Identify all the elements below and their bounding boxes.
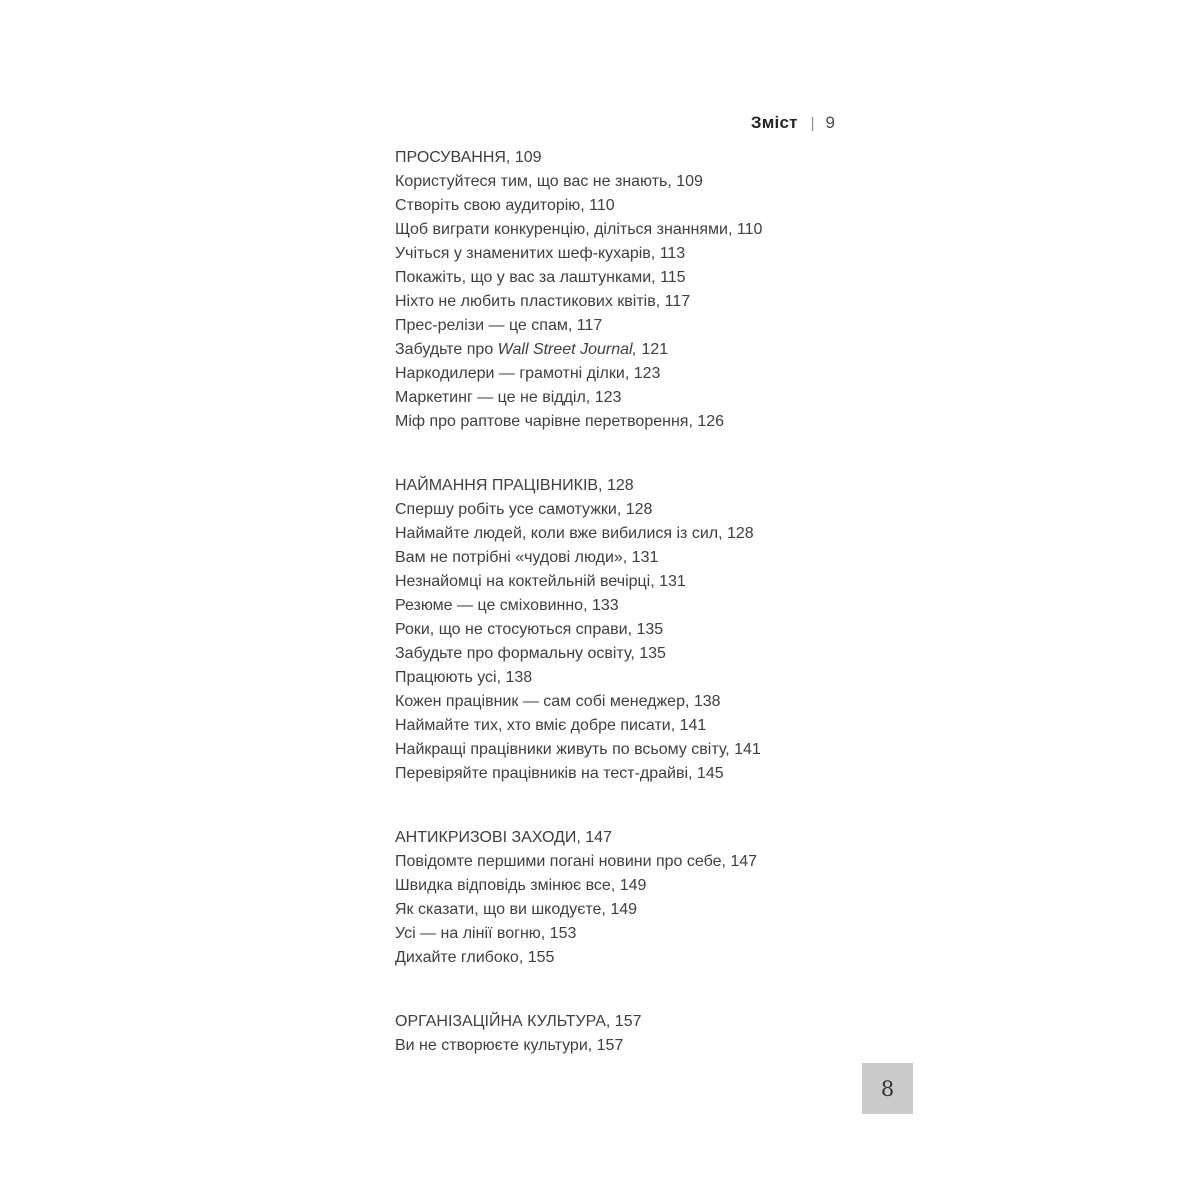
section-title: ПРОСУВАННЯ, 109 xyxy=(395,149,542,166)
section-title: НАЙМАННЯ ПРАЦІВНИКІВ, 128 xyxy=(395,477,634,494)
page-header xyxy=(395,112,835,135)
section-title: ОРГАНІЗАЦІЙНА КУЛЬТУРА, 157 xyxy=(395,1013,642,1030)
toc-entry: Найкращі працівники живуть по всьому світу, 141 xyxy=(395,741,761,758)
toc-entry: Ніхто не любить пластикових квітів, 117 xyxy=(395,293,691,310)
toc-entry: Роки, що не стосуються справи, 135 xyxy=(395,621,664,638)
toc-entry: Наймайте людей, коли вже вибилися із сил, 128 xyxy=(395,525,754,542)
toc-entry: Наркодилери — грамотні ділки, 123 xyxy=(395,365,661,382)
toc-entry: Ви не створюєте культури, 157 xyxy=(395,1037,624,1054)
toc-entry xyxy=(395,338,915,362)
table-of-contents xyxy=(395,146,915,1098)
toc-heading: Зміст xyxy=(750,113,798,132)
plain-text: Забудьте про xyxy=(395,341,498,358)
section-title: АНТИКРИЗОВІ ЗАХОДИ, 147 xyxy=(395,829,612,846)
toc-entry: Міф про раптове чарівне перетворення, 126 xyxy=(395,413,725,430)
header-separator: | xyxy=(810,115,815,132)
toc-section xyxy=(395,1010,915,1058)
toc-entry: Створіть свою аудиторію, 110 xyxy=(395,197,615,214)
toc-entry: Користуйтеся тим, що вас не знають, 109 xyxy=(395,173,703,190)
toc-entry: Покажіть, що у вас за лаштунками, 115 xyxy=(395,269,686,286)
toc-entry: Забудьте про формальну освіту, 135 xyxy=(395,645,666,662)
italic-text: Wall Street Journal, xyxy=(497,341,637,358)
toc-entry: Швидка відповідь змінює все, 149 xyxy=(395,877,647,894)
toc-entry: Усі — на лінії вогню, 153 xyxy=(395,925,577,942)
toc-entry: Вам не потрібні «чудові люди», 131 xyxy=(395,549,659,566)
toc-entry: Спершу робіть усе самотужки, 128 xyxy=(395,501,653,518)
toc-entry: Наймайте тих, хто вміє добре писати, 141 xyxy=(395,717,707,734)
toc-section xyxy=(395,146,915,434)
toc-entry: Маркетинг — це не відділ, 123 xyxy=(395,389,622,406)
toc-entry: Прес-релізи — це спам, 117 xyxy=(395,317,603,334)
toc-entry: Перевіряйте працівників на тест-драйві, 145 xyxy=(395,765,724,782)
header-page-number: 9 xyxy=(825,113,835,132)
toc-entry: Учіться у знаменитих шеф-кухарів, 113 xyxy=(395,245,686,262)
toc-entry: Як сказати, що ви шкодуєте, 149 xyxy=(395,901,638,918)
toc-entry: Резюме — це сміховинно, 133 xyxy=(395,597,619,614)
page-thumbnail-tab xyxy=(862,1063,913,1114)
toc-section xyxy=(395,826,915,970)
toc-entry: Щоб виграти конкуренцію, діліться знаннями, 110 xyxy=(395,221,763,238)
toc-entry: Незнайомці на коктейльній вечірці, 131 xyxy=(395,573,686,590)
toc-entry: Дихайте глибоко, 155 xyxy=(395,949,555,966)
toc-section xyxy=(395,474,915,786)
page-tab-number: 8 xyxy=(880,1076,895,1101)
toc-entry: Повідомте першими погані новини про себе, 147 xyxy=(395,853,758,870)
toc-entry: Кожен працівник — сам собі менеджер, 138 xyxy=(395,693,721,710)
plain-text: 121 xyxy=(637,341,669,358)
toc-entry: Працюють усі, 138 xyxy=(395,669,533,686)
